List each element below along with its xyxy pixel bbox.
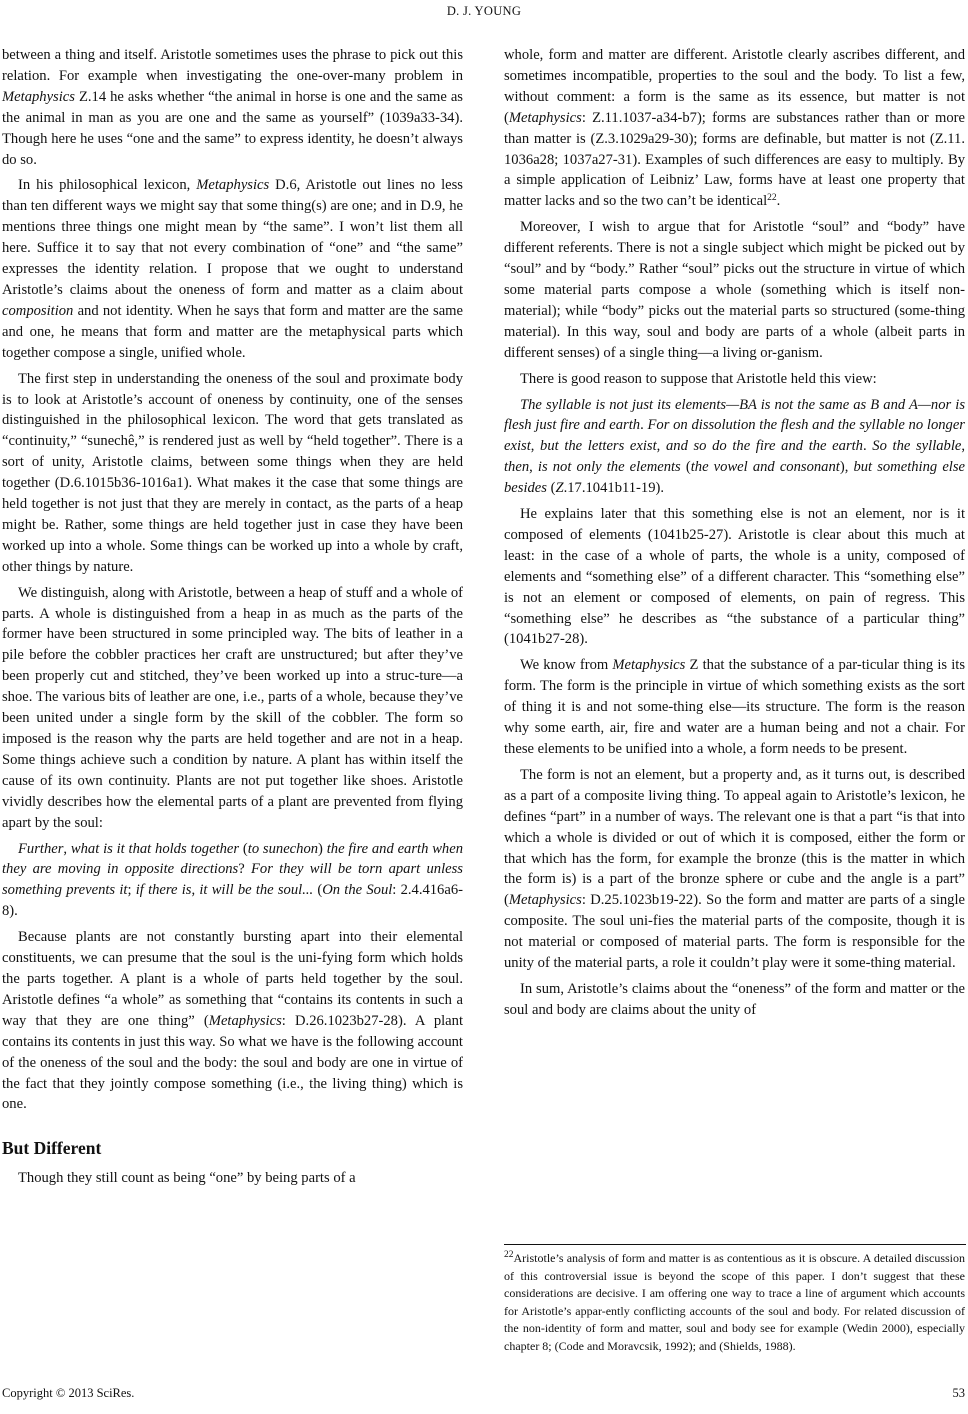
paragraph: Because plants are not constantly bursting apart into their elemental constituents, we can presume that the soul is the uni-fying form which holds the parts together. A plant is a whole of parts held together by the soul. Aristotle defines “a whole” as something that “contains its contents in such a way that they are one thing” (Metaphysics: D.26.1023b27-28). A plant contains its contents in just this way. So what we have is the following account of the oneness of the soul and the body: the soul and body are one in virtue of the fact that they jointly compose something (i.e., the living thing) which is one.: [2, 929, 464, 1113]
paragraph: between a thing and itself. Aristotle sometimes uses the phrase to pick out this relation. For example when investigating the one-over-many problem in Metaphysics Z.14 he asks whether “the animal in horse is one and the same as the animal in man as you are one and the same as yourself” (1039a33-34). Though here he uses “one and the same” to express identity, he doesn’t always do so.: [2, 47, 463, 168]
paragraph: The first step in understanding the oneness of the soul and proximate body is to look at Aristotle’s account of oneness by continuity, one of the senses distinguished in the philosophical lexicon. The word that gets translated as “continuity,” “sunechê,” is rendered just as well by “held together”. There is a sort of unity, Aristotle claims, between some things when they are held together (D.6.1015b36-1016a1). What makes it the case that some things are held together is not just that they are merely in contact, as the parts of a heap might be. Rather, some things are held together just in case they have been worked up into a whole. Some things can be worked up into a whole by craft, other things by nature.: [2, 370, 463, 575]
running-head: D. J. YOUNG: [446, 4, 522, 18]
footnote-divider: [504, 1244, 966, 1245]
paragraph: In his philosophical lexicon, Metaphysics D.6, Aristotle out lines no less than ten different ways we might say that some thing(s) are one; and in D.9, he mentions three things one might mean by “the same”. I won’t list them all here. Suffice it to say that not every combination of “one” and “the same” expresses the identity relation. I propose that we ought to understand Aristotle’s claims about the oneness of form and matter as a claim about composition and not identity. When he says that form and matter are the same and one, he means that form and matter are the metaphysical parts which together compose a single, unified whole.: [2, 177, 463, 361]
left-column: [2, 45, 463, 1194]
section-heading: But Different: [2, 1138, 102, 1159]
block-quote: Further, what is it that holds together (to sunechon) the fire and earth when they are moving in opposite directions? For they will be torn apart unless something prevents it; if there is, it will be the soul... (On the Soul: 2.4.416a6-8).: [2, 840, 463, 920]
paragraph: We distinguish, along with Aristotle, between a heap of stuff and a whole of parts. A whole is distinguished from a heap in as much as the parts of the former have been structured in some principled way. The bits of leather in a pile before the cobbler practices her craft are unstructured; but after they’ve been properly cut and stitched, they’ve been worked up into a struc-ture—a shoe. The various bits of leather are one, i.e., parts of a whole, because they’ve been united under a single form by the skill of the cobbler. The form so imposed is the reason why the parts are held together and are not in a heap. Some things achieve such a condition by nature. A plant has within itself the cause of its own continuity. Plants are not put together like shoes. Aristotle vividly describes how the elemental parts of a plant are prevented from flying apart by the soul:: [2, 584, 463, 831]
footnote-number: 22: [504, 1250, 514, 1260]
paragraph: In sum, Aristotle’s claims about the “oneness” of the form and matter or the soul and body are claims about the unity of: [504, 980, 965, 1018]
right-column: [504, 45, 965, 1026]
paragraph: Moreover, I wish to argue that for Aristotle “soul” and “body” have different referents. There is not a single subject which might be picked out by “soul” and by “body.” Rather “soul” picks out the structure in virtue of which some material parts compose a whole (something which is itself non-material); while “body” picks out the material parts so structured (some-thing material). In this way, soul and body are parts of a whole (albeit parts in different senses) of a single thing—a living or-ganism.: [504, 219, 965, 361]
footnote-marker[interactable]: 22: [767, 193, 777, 204]
page-number: 53: [952, 1386, 965, 1400]
paragraph: The form is not an element, but a property and, as it turns out, is described as a part of a composite living thing. To appeal again to Aristotle’s lexicon, he defines “part” in a number of ways. The relevant one is that a part “is that into which a whole is divided or out of which it is composed, either the form or that which has the form, for example the bronze (this is the matter in which the form is) is a part of the bronze sphere or cube and the angle is a part” (Metaphysics: D.25.1023b19-22). So the form and matter are parts of a single composite. The soul uni-fies the material parts of the composite, though it is not material or composed of material parts. The form is responsible for the unity of the material parts, a role it couldn’t play were it some-thing material.: [504, 766, 965, 972]
footnote: $^{22}$Aristotle’s analysis of form and matter is as contentious as it is obscure. A detailed discussion of this controversial issue is beyond the scope of this paper. I don’t suggest that these considerations are decisive. I am offering one way to trace a line of argument which accounts for Aristotle’s appar-ently conflicting accounts of the soul and body. For related discussion of the non-identity of form and matter, soul and body see for example (Wedin 2000), especially chapter 8; (Code and Moravcsik, 1992); and (Shields, 1988).: [504, 1250, 965, 1353]
copyright-notice: Copyright © 2013 SciRes.: [2, 1386, 135, 1400]
paragraph: He explains later that this something else is not an element, nor is it composed of elements (1041b25-27). Aristotle is clear about this much at least: in the case of a whole of parts, the whole is a unity, composed of elements and “something else” of a different character. This “something else” is not an element or composed of elements, on pain of regress. This “something else” he describes as “the substance of a particular thing” (1041b27-28).: [504, 506, 965, 648]
paragraph: There is good reason to suppose that Aristotle held this view:: [520, 370, 877, 387]
paragraph: whole, form and matter are different. Aristotle clearly ascribes different, and sometimes incompatible, properties to the soul and the body. To list a few, without comment: a form is the same as its essence, but matter is not (Metaphysics: Z.11.1037-a34-b7); forms are substances rather than or more than matter is (Z.3.1029a29-30); forms are definable, but matter is not (Z.11. 1036a28; 1037a27-31). Examples of such differences are easy to multiply. By a simple application of Leibniz’ Law, forms have at least one property that matter lacks and so the two can’t be identical$^{22}$.: [504, 47, 965, 210]
block-quote: The syllable is not just its elements—BA is not the same as B and A—nor is flesh just fire and earth. For on dissolution the flesh and the syllable no longer exist, but the letters exist, and so do the fire and the earth. So the syllable, then, is not only the elements (the vowel and consonant), but something else besides (Z.17.1041b11-19).: [504, 396, 966, 497]
paragraph: Though they still count as being “one” by being parts of a: [18, 1170, 356, 1187]
paragraph: We know from Metaphysics Z that the substance of a par-ticular thing is its form. The form is the principle in virtue of which something exists as the sort of thing it is and not some-thing else—its structure. The form is the reason why some earth, air, fire and water are a human being and not a chair. For these elements to be unified into a whole, a form needs to be present.: [504, 657, 966, 757]
